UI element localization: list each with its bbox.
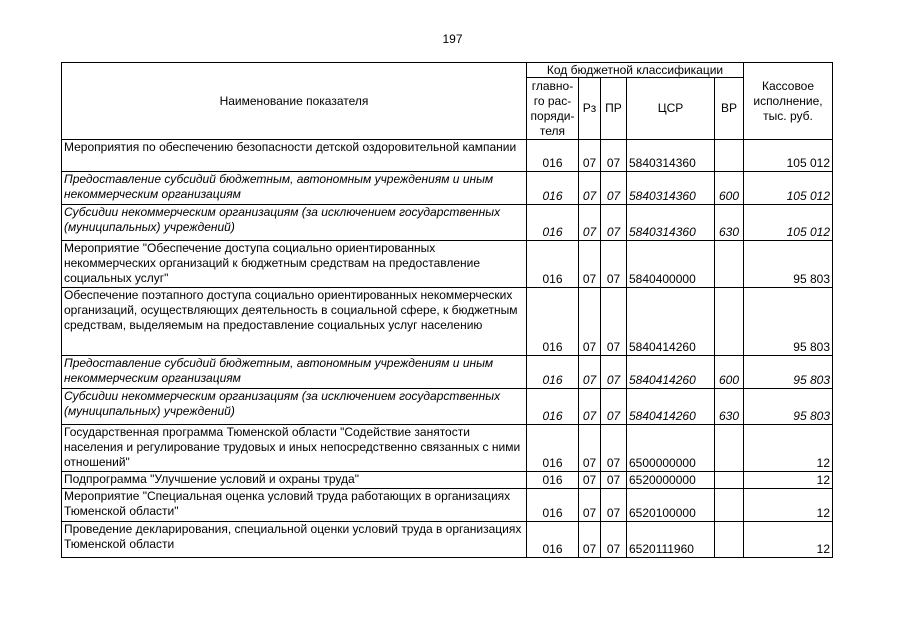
row-vr	[715, 425, 744, 472]
table-row	[62, 172, 833, 205]
row-glavny: 016	[527, 425, 579, 472]
row-csr: 6500000000	[627, 425, 715, 472]
row-vr: 600	[715, 356, 744, 389]
row-name: Мероприятие "Специальная оценка условий труда работающих в организациях Тюменской области"	[62, 489, 527, 522]
row-vr	[715, 288, 744, 356]
row-pr: 07	[601, 288, 627, 356]
row-pr: 07	[601, 356, 627, 389]
row-amount: 95 803	[744, 288, 833, 356]
row-pr: 07	[601, 522, 627, 558]
row-rz: 07	[579, 172, 601, 205]
row-vr: 630	[715, 205, 744, 241]
row-glavny: 016	[527, 205, 579, 241]
header-amount: Кассовое исполнение, тыс. руб.	[744, 63, 833, 140]
table-row	[62, 522, 833, 558]
row-rz: 07	[579, 489, 601, 522]
row-vr	[715, 140, 744, 172]
row-csr: 6520100000	[627, 489, 715, 522]
page-number: 197	[442, 32, 463, 46]
row-amount: 105 012	[744, 172, 833, 205]
row-amount: 12	[744, 522, 833, 558]
row-amount: 105 012	[744, 140, 833, 172]
row-glavny: 016	[527, 172, 579, 205]
row-amount: 12	[744, 489, 833, 522]
row-name: Подпрограмма "Улучшение условий и охраны труда"	[62, 472, 527, 489]
row-name: Государственная программа Тюменской области "Содействие занятости населения и регулирование трудовых и иных непосредственно связанных с ними отношений"	[62, 425, 527, 472]
row-glavny: 016	[527, 472, 579, 489]
row-pr: 07	[601, 241, 627, 288]
table-row	[62, 356, 833, 389]
row-csr: 5840400000	[627, 241, 715, 288]
row-csr: 5840314360	[627, 140, 715, 172]
row-pr: 07	[601, 205, 627, 241]
row-rz: 07	[579, 522, 601, 558]
row-rz: 07	[579, 241, 601, 288]
row-name: Субсидии некоммерческим организациям (за исключением государственных (муниципальных) учреждений)	[62, 205, 527, 241]
row-glavny: 016	[527, 489, 579, 522]
row-glavny: 016	[527, 140, 579, 172]
row-amount: 12	[744, 472, 833, 489]
row-csr: 5840414260	[627, 356, 715, 389]
table-row	[62, 489, 833, 522]
row-name: Мероприятие "Обеспечение доступа социально ориентированных некоммерческих организаций к бюджетным средствам на предоставление социальных услуг"	[62, 241, 527, 288]
row-name: Субсидии некоммерческим организациям (за исключением государственных (муниципальных) учреждений)	[62, 389, 527, 425]
row-vr	[715, 489, 744, 522]
header-csr: ЦСР	[627, 78, 715, 140]
row-name: Предоставление субсидий бюджетным, автономным учреждениям и иным некоммерческим организациям	[62, 356, 527, 389]
row-vr	[715, 522, 744, 558]
row-pr: 07	[601, 425, 627, 472]
row-glavny: 016	[527, 389, 579, 425]
row-csr: 5840314360	[627, 205, 715, 241]
header-name: Наименование показателя	[62, 63, 527, 140]
header-vr: ВР	[715, 78, 744, 140]
row-pr: 07	[601, 172, 627, 205]
header-rz: Рз	[579, 78, 601, 140]
row-csr: 5840314360	[627, 172, 715, 205]
table-row	[62, 389, 833, 425]
row-pr: 07	[601, 472, 627, 489]
row-vr: 600	[715, 172, 744, 205]
header-code-group: Код бюджетной классификации	[527, 63, 744, 78]
table-body	[62, 140, 833, 558]
row-rz: 07	[579, 140, 601, 172]
row-glavny: 016	[527, 241, 579, 288]
row-csr: 6520111960	[627, 522, 715, 558]
row-csr: 6520000000	[627, 472, 715, 489]
table-row	[62, 288, 833, 356]
header-pr: ПР	[601, 78, 627, 140]
row-pr: 07	[601, 489, 627, 522]
row-amount: 95 803	[744, 356, 833, 389]
row-rz: 07	[579, 472, 601, 489]
row-amount: 105 012	[744, 205, 833, 241]
table-row	[62, 140, 833, 172]
row-amount: 95 803	[744, 241, 833, 288]
row-csr: 5840414260	[627, 389, 715, 425]
row-pr: 07	[601, 140, 627, 172]
row-amount: 95 803	[744, 389, 833, 425]
row-rz: 07	[579, 389, 601, 425]
row-name: Предоставление субсидий бюджетным, автономным учреждениям и иным некоммерческим организациям	[62, 172, 527, 205]
table-row	[62, 241, 833, 288]
row-name: Мероприятия по обеспечению безопасности детской оздоровительной кампании	[62, 140, 527, 172]
header-glavny: главно-го рас-поряди-теля	[527, 78, 579, 140]
row-glavny: 016	[527, 288, 579, 356]
row-vr: 630	[715, 389, 744, 425]
row-rz: 07	[579, 205, 601, 241]
row-pr: 07	[601, 389, 627, 425]
row-amount: 12	[744, 425, 833, 472]
table-row	[62, 205, 833, 241]
row-vr	[715, 241, 744, 288]
row-rz: 07	[579, 425, 601, 472]
row-name: Проведение декларирования, специальной оценки условий труда в организациях Тюменской области	[62, 522, 527, 558]
table-row	[62, 472, 833, 489]
row-name: Обеспечение поэтапного доступа социально ориентированных некоммерческих организаций, осуществляющих деятельность в социальной сфере, к бюджетным средствам, выделяемым на предоставление социальных услуг населению	[62, 288, 527, 356]
row-vr	[715, 472, 744, 489]
row-rz: 07	[579, 288, 601, 356]
row-csr: 5840414260	[627, 288, 715, 356]
row-rz: 07	[579, 356, 601, 389]
budget-table	[61, 62, 833, 558]
row-glavny: 016	[527, 356, 579, 389]
table-row	[62, 425, 833, 472]
row-glavny: 016	[527, 522, 579, 558]
